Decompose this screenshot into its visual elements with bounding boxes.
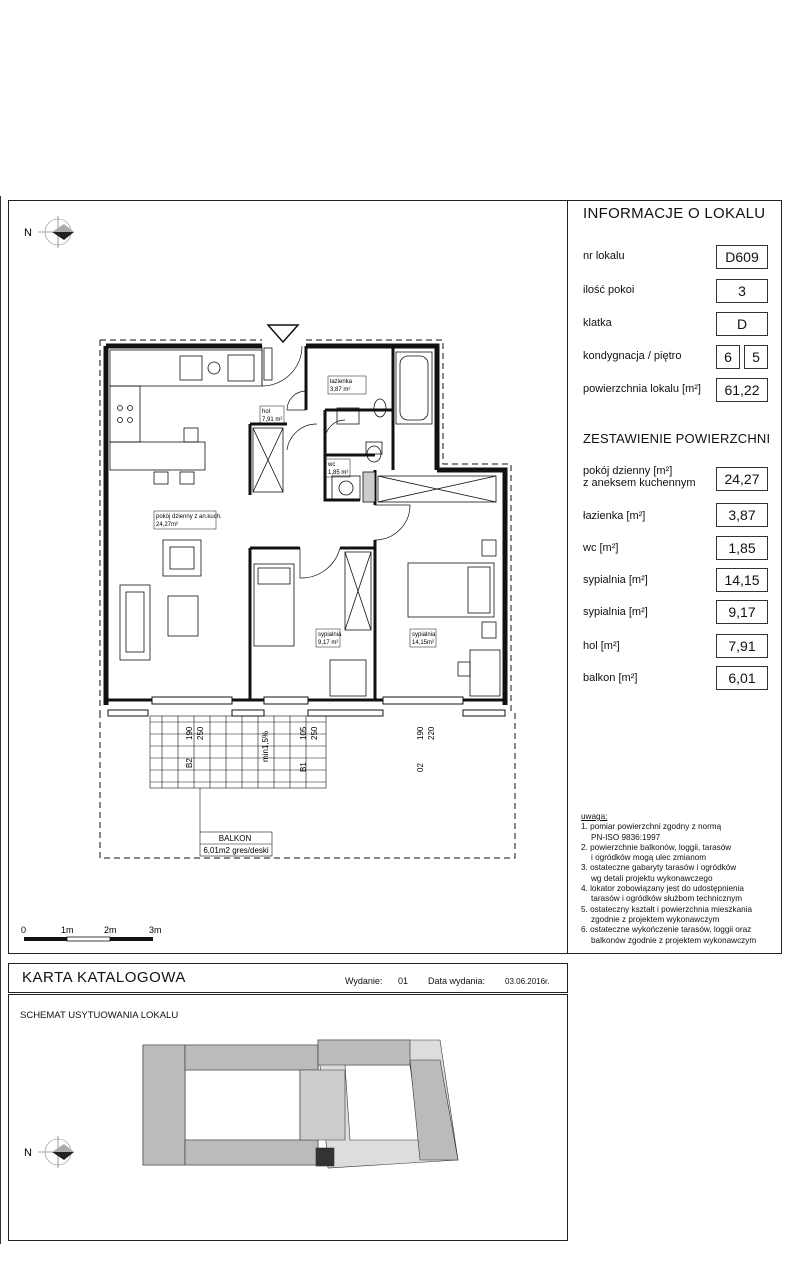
scale-tick: 1m [61, 925, 74, 935]
room-area: 24,27m² [156, 522, 179, 528]
note-line: 2. powierzchnie balkonów, loggii, tarasów [581, 842, 732, 852]
window-dim: 250 [196, 726, 205, 740]
room-name: łazienka [330, 379, 353, 385]
room-name: wc [328, 462, 336, 468]
info-label-pokoje: ilość pokoi [583, 284, 635, 296]
note-line: balkonów zgodnie z projektem wykonawczym [591, 935, 757, 945]
area-value-sypialnia-1: 14,15 [716, 568, 768, 592]
room-name: hol [262, 409, 271, 415]
room-area: 3,87 m² [330, 387, 351, 393]
info-value-klatka: D [716, 312, 768, 336]
north-arrow-icon [24, 1136, 74, 1168]
info-title: INFORMACJE O LOKALU [583, 205, 766, 222]
area-value-balkon: 6,01 [716, 666, 768, 690]
window-code: B1 [299, 762, 308, 772]
site-plan [143, 1040, 458, 1168]
info-label-klatka: klatka [583, 317, 612, 329]
window-dim: 190 [416, 726, 425, 740]
window-dim: 105 [299, 726, 308, 740]
note-line: 4. lokator zobowiązany jest do udostępnienia [581, 884, 744, 894]
areas-title: ZESTAWIENIE POWIERZCHNI [583, 431, 771, 446]
area-label-wc: wc [m²] [583, 542, 619, 554]
balcony-value: 6,01m2 gres/deski [203, 846, 269, 855]
window-dim: 250 [310, 726, 319, 740]
card-title: KARTA KATALOGOWA [22, 969, 186, 986]
note-line: wg detali projektu wykonawczego [591, 873, 713, 883]
edition-value: 01 [398, 976, 409, 986]
info-value-kondygnacja: 6 [716, 345, 740, 369]
room-area: 14,15m² [412, 640, 435, 646]
window-code: B2 [185, 758, 194, 768]
info-value-powierzchnia: 61,22 [716, 378, 768, 402]
north-label: N [24, 227, 32, 239]
area-label-pokoj-2: z aneksem kuchennym [583, 477, 696, 489]
window-dim: 220 [427, 726, 436, 740]
area-value-lazienka: 3,87 [716, 503, 768, 527]
balcony-label: BALKON [218, 834, 252, 843]
note-line: PN-ISO 9836:1997 [591, 832, 661, 842]
hall-wardrobe [253, 428, 283, 492]
area-label-sypialnia-1: sypialnia [m²] [583, 574, 648, 586]
notes-heading: uwaga: [581, 812, 608, 821]
area-value-wc: 1,85 [716, 536, 768, 560]
area-value-sypialnia-2: 9,17 [716, 600, 768, 624]
info-label-kondygnacja: kondygnacja / piętro [583, 350, 682, 362]
note-line: tarasów i ogródków służbom technicznym [591, 894, 743, 904]
note-line: 1. pomiar powierzchni zgodny z normą [581, 822, 722, 832]
scale-tick: 0 [21, 925, 27, 935]
room-name: sypialnia [318, 632, 342, 638]
north-arrow-icon [24, 216, 74, 248]
window-codes [185, 726, 436, 772]
living-furniture [120, 540, 201, 660]
info-label-nr: nr lokalu [583, 250, 625, 262]
area-label-lazienka: łazienka [m²] [583, 510, 646, 522]
room-area: 7,91 m² [262, 417, 283, 423]
window-code: 02 [416, 763, 425, 772]
info-value-pietro: 5 [744, 345, 768, 369]
entrance-marker-icon [268, 325, 298, 342]
room-name: pokój dzienny z an.kuch. [156, 514, 222, 520]
area-label-sypialnia-2: sypialnia [m²] [583, 606, 648, 618]
note-line: 3. ostateczne gabaryty tarasów i ogródków [581, 863, 737, 873]
room-name: sypialnia [412, 632, 436, 638]
kitchen [110, 350, 262, 484]
area-label-pokoj-1: pokój dzienny [m²] [583, 465, 673, 477]
north-label: N [24, 1147, 32, 1159]
scale-tick: 3m [149, 925, 162, 935]
info-value-pokoje: 3 [716, 279, 768, 303]
balcony-slope: min1,5% [261, 730, 270, 762]
note-line: 5. ostateczny kształt i powierzchnia mieszkania [581, 904, 753, 914]
note-line: i ogródków mogą ulec zmianom [591, 853, 707, 863]
area-label-balkon: balkon [m²] [583, 672, 638, 684]
info-value-nr: D609 [716, 245, 768, 269]
area-value-hol: 7,91 [716, 634, 768, 658]
date-label: Data wydania: [428, 976, 486, 986]
note-line: 6. ostateczne wykończenie tarasów, loggii oraz [581, 925, 752, 935]
room-area: 9,17 m² [318, 640, 339, 646]
edition-label: Wydanie: [345, 976, 383, 986]
area-label-hol: hol [m²] [583, 640, 620, 652]
bedroom1-furniture [254, 552, 371, 696]
scale-tick: 2m [104, 925, 117, 935]
area-value-pokoj: 24,27 [716, 467, 768, 491]
bedroom2-furniture [378, 476, 500, 696]
bathroom-fixtures [332, 352, 432, 502]
date-value: 03.06.2016r. [505, 977, 550, 986]
window-dim: 190 [185, 726, 194, 740]
info-label-powierzchnia: powierzchnia lokalu [m²] [583, 383, 701, 395]
scale-bar [21, 925, 162, 941]
note-line: zgodnie z projektem wykonawczym [591, 914, 720, 924]
room-area: 1,85 m² [328, 470, 349, 476]
site-plan-title: SCHEMAT USYTUOWANIA LOKALU [20, 1010, 179, 1021]
